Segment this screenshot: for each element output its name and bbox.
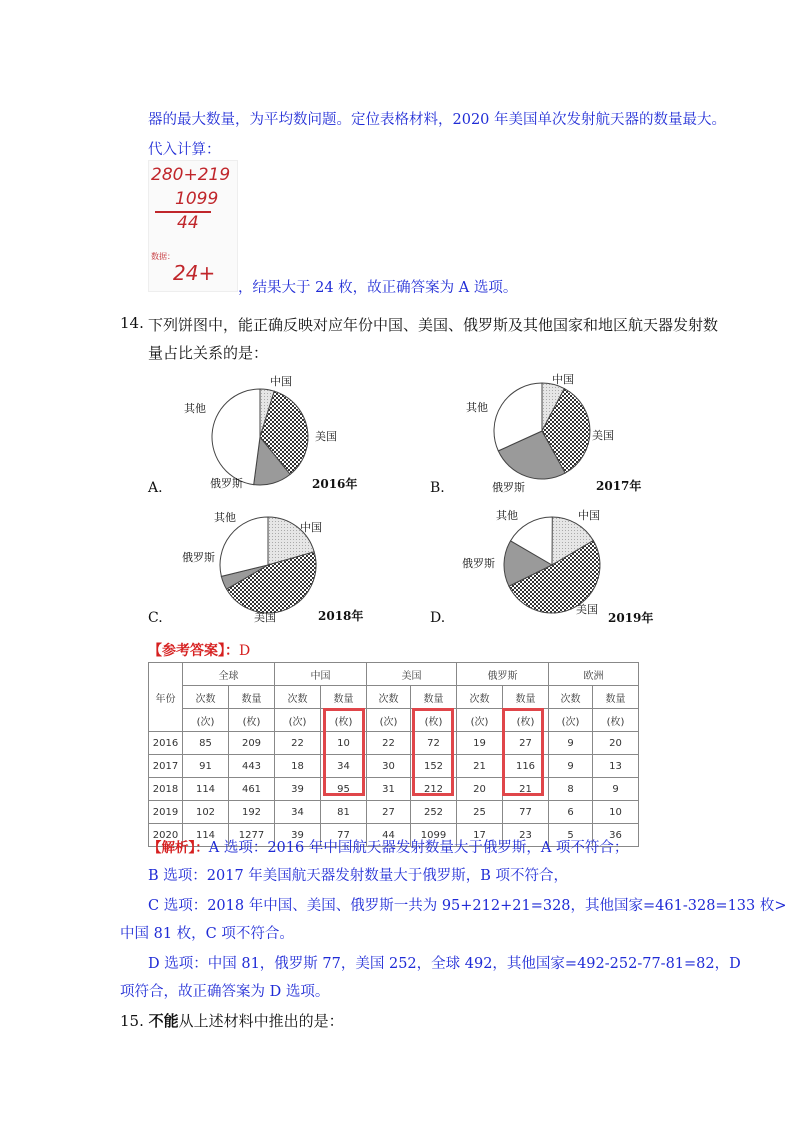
table-cell: 18	[275, 755, 321, 778]
table-subheader-cell: (次)	[183, 709, 229, 732]
table-subheader-cell: 数量	[593, 686, 639, 709]
pie-chart-c	[182, 505, 420, 625]
table-cell: 209	[229, 732, 275, 755]
table-group-header: 欧洲	[549, 663, 639, 686]
answer-value: D	[239, 643, 251, 659]
table-cell: 2016	[149, 732, 183, 755]
table-cell: 81	[321, 801, 367, 824]
highlight-russia	[502, 708, 544, 796]
table-subheader-cell: (枚)	[503, 709, 549, 732]
pie-a-label-usa: 美国	[315, 430, 337, 443]
table-cell: 116	[503, 755, 549, 778]
analysis-c2: 中国 81 枚，C 项不符合。	[120, 926, 294, 942]
q15-number: 15.	[120, 1012, 144, 1030]
analysis-c1: C 选项：2018 年中国、美国、俄罗斯一共为 95+212+21=328，其他国家=461-328=133 枚>	[148, 898, 787, 914]
option-b[interactable]: B.	[430, 480, 445, 496]
table-subheader-cell: 次数	[275, 686, 321, 709]
pie-slice-other	[212, 389, 260, 485]
table-cell: 1099	[411, 824, 457, 847]
table-cell: 23	[503, 824, 549, 847]
q14-text-1: 下列饼图中，能正确反映对应年份中国、美国、俄罗斯及其他国家和地区航天器发射数	[148, 316, 719, 334]
table-cell: 19	[457, 732, 503, 755]
table-subheader-cell: 次数	[183, 686, 229, 709]
calc-line-2: 1099	[175, 189, 219, 209]
table-subheader-cell: (次)	[457, 709, 503, 732]
table-cell: 5	[549, 824, 593, 847]
pie-chart-b	[466, 365, 702, 495]
table-cell: 252	[411, 801, 457, 824]
table-subheader-cell: (枚)	[593, 709, 639, 732]
table-row	[149, 778, 639, 801]
table-subheader-cell: (次)	[275, 709, 321, 732]
pie-d-label-usa: 美国	[576, 603, 598, 616]
calc-result: 24+	[173, 261, 216, 285]
analysis-line-a	[148, 836, 628, 857]
pie-chart-d	[462, 505, 702, 625]
table-row	[149, 801, 639, 824]
analysis-a: A 选项：2016 年中国航天器发射数量大于俄罗斯，A 项不符合；	[208, 840, 629, 856]
table-cell: 443	[229, 755, 275, 778]
table-cell: 10	[321, 732, 367, 755]
table-cell: 34	[275, 801, 321, 824]
table-cell: 102	[183, 801, 229, 824]
table-subheader-cell: (枚)	[321, 709, 367, 732]
data-table-wrapper	[148, 662, 639, 847]
q15-rest: 从上述材料中推出的是：	[178, 1012, 344, 1030]
intro-result: ，结果大于 24 枚，故正确答案为 A 选项。	[238, 280, 518, 296]
table-cell: 10	[593, 801, 639, 824]
analysis-b: B 选项：2017 年美国航天器发射数量大于俄罗斯，B 项不符合，	[148, 868, 569, 884]
pie-a-label-china: 中国	[270, 375, 292, 388]
table-year-header: 年份	[149, 663, 183, 732]
table-cell: 2020	[149, 824, 183, 847]
table-cell: 9	[549, 732, 593, 755]
analysis-d2: 项符合，故正确答案为 D 选项。	[120, 984, 330, 1000]
table-cell: 72	[411, 732, 457, 755]
table-cell: 36	[593, 824, 639, 847]
intro-line-1: 器的最大数量，为平均数问题。定位表格材料，2020 年美国单次发射航天器的数量最大。	[148, 112, 727, 128]
table-cell: 2019	[149, 801, 183, 824]
table-cell: 22	[275, 732, 321, 755]
table-header-row	[149, 663, 639, 686]
table-cell: 20	[593, 732, 639, 755]
q14-number: 14.	[120, 314, 144, 332]
table-cell: 20	[457, 778, 503, 801]
option-c[interactable]: C.	[148, 610, 163, 626]
handwritten-calc-image	[148, 160, 238, 292]
answer-label: 【参考答案】：	[148, 643, 239, 659]
pie-b-label-china: 中国	[552, 373, 574, 386]
pie-c-label-russia: 俄罗斯	[182, 551, 215, 564]
table-subheader-cell: 数量	[229, 686, 275, 709]
table-cell: 31	[367, 778, 411, 801]
analysis-d1: D 选项：中国 81，俄罗斯 77，美国 252，全球 492，其他国家=492-252-77-81=82，D	[148, 956, 741, 972]
table-subheader-row	[149, 709, 639, 732]
table-subheader-cell: (次)	[367, 709, 411, 732]
table-cell: 39	[275, 778, 321, 801]
pie-c-label-usa: 美国	[254, 611, 276, 624]
pie-c-year: 2018年	[318, 609, 364, 623]
table-row	[149, 755, 639, 778]
table-cell: 2017	[149, 755, 183, 778]
table-row	[149, 732, 639, 755]
table-subheader-cell: 次数	[367, 686, 411, 709]
table-subheader-cell: 数量	[503, 686, 549, 709]
pie-c-label-other: 其他	[214, 511, 236, 524]
highlight-china	[323, 708, 365, 796]
table-cell: 9	[549, 755, 593, 778]
table-cell: 6	[549, 801, 593, 824]
pie-d-year: 2019年	[608, 611, 654, 625]
table-group-header: 美国	[367, 663, 457, 686]
table-group-header: 中国	[275, 663, 367, 686]
table-cell: 30	[367, 755, 411, 778]
table-subheader-cell: 次数	[549, 686, 593, 709]
pie-a-label-other: 其他	[184, 402, 206, 415]
q15-bold: 不能	[148, 1012, 179, 1030]
table-cell: 21	[457, 755, 503, 778]
table-cell: 114	[183, 824, 229, 847]
table-cell: 77	[503, 801, 549, 824]
calc-line-3: 44	[177, 213, 199, 233]
q15-line	[120, 1010, 344, 1031]
table-subheader-cell: 数量	[321, 686, 367, 709]
pie-b-label-other: 其他	[466, 401, 488, 414]
highlight-usa	[412, 708, 454, 796]
table-subheader-cell: 数量	[411, 686, 457, 709]
table-group-header: 俄罗斯	[457, 663, 549, 686]
q14-text-2: 量占比关系的是：	[148, 344, 269, 362]
table-cell: 9	[593, 778, 639, 801]
table-cell: 21	[503, 778, 549, 801]
table-subheader-cell: (枚)	[411, 709, 457, 732]
pie-b-year: 2017年	[596, 479, 642, 493]
pie-a-label-russia: 俄罗斯	[210, 477, 243, 490]
table-cell: 8	[549, 778, 593, 801]
option-d[interactable]: D.	[430, 610, 446, 626]
table-cell: 22	[367, 732, 411, 755]
table-cell: 1277	[229, 824, 275, 847]
analysis-label: 【解析】：	[148, 840, 209, 856]
table-cell: 44	[367, 824, 411, 847]
table-subheader-row	[149, 686, 639, 709]
table-cell: 27	[503, 732, 549, 755]
pie-d-label-china: 中国	[578, 509, 600, 522]
table-cell: 152	[411, 755, 457, 778]
table-cell: 27	[367, 801, 411, 824]
table-cell: 13	[593, 755, 639, 778]
intro-line-2: 代入计算：	[148, 142, 221, 158]
table-cell: 114	[183, 778, 229, 801]
table-cell: 25	[457, 801, 503, 824]
pie-a-year: 2016年	[312, 477, 358, 491]
table-cell: 77	[321, 824, 367, 847]
table-subheader-cell: 次数	[457, 686, 503, 709]
table-cell: 85	[183, 732, 229, 755]
table-cell: 17	[457, 824, 503, 847]
table-cell: 192	[229, 801, 275, 824]
table-cell: 39	[275, 824, 321, 847]
option-a[interactable]: A.	[148, 480, 163, 496]
table-subheader-cell: (次)	[549, 709, 593, 732]
table-subheader-cell: (枚)	[229, 709, 275, 732]
answer-line	[148, 640, 250, 660]
table-cell: 212	[411, 778, 457, 801]
pie-b-label-russia: 俄罗斯	[492, 481, 525, 494]
pie-d-label-other: 其他	[496, 509, 518, 522]
table-group-header: 全球	[183, 663, 275, 686]
data-table	[148, 662, 639, 847]
table-cell: 95	[321, 778, 367, 801]
pie-d-label-russia: 俄罗斯	[462, 557, 495, 570]
pie-c-label-china: 中国	[300, 521, 322, 534]
calc-line-1: 280+219	[151, 165, 231, 185]
table-cell: 91	[183, 755, 229, 778]
table-cell: 34	[321, 755, 367, 778]
table-cell: 2018	[149, 778, 183, 801]
table-cell: 461	[229, 778, 275, 801]
pie-b-label-usa: 美国	[592, 429, 614, 442]
calc-label: 数据：	[151, 252, 175, 261]
pie-chart-a	[184, 365, 420, 495]
